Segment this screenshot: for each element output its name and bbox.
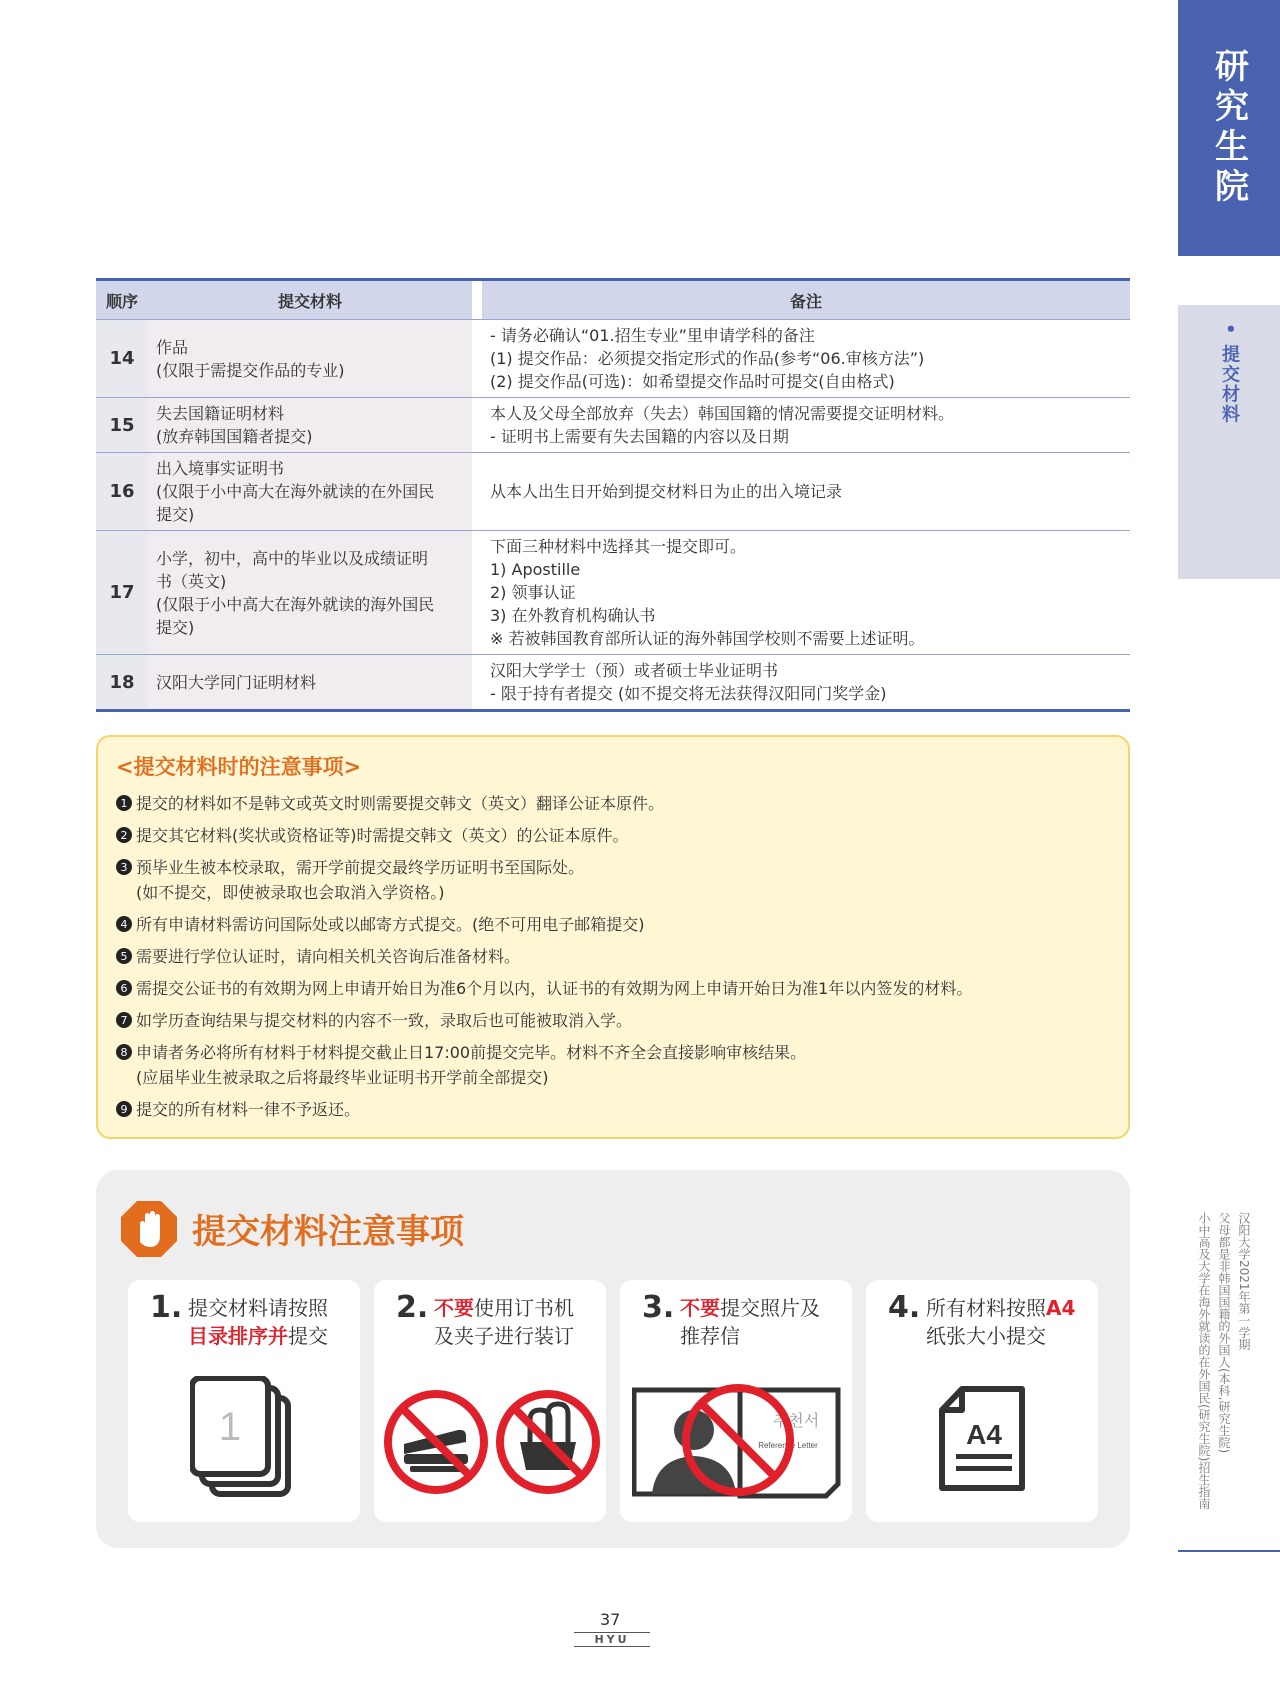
card-number: 1.: [150, 1290, 183, 1325]
card-text: [434, 1294, 574, 1350]
row-number: 14: [96, 320, 148, 398]
side-footer-divider: [1178, 1550, 1280, 1552]
caution-number: 7: [116, 1012, 132, 1028]
card-number: 2.: [396, 1290, 429, 1325]
stop-hand-icon: [120, 1200, 178, 1258]
subsection-tab-submit-materials[interactable]: [1178, 305, 1280, 579]
card-line2: 提交: [288, 1324, 328, 1348]
row-note: 汉阳大学学士（预）或者硕士毕业证明书 - 限于持有者提交 (如不提交将无法获得汉阳同门奖学金): [490, 661, 887, 703]
row-note: 从本人出生日开始到提交材料日为止的出入境记录: [490, 482, 843, 501]
list-item: [116, 791, 1110, 816]
row-number: 15: [96, 398, 148, 453]
section-tab-graduate-school[interactable]: [1178, 0, 1280, 256]
row-number: 18: [96, 655, 148, 712]
row-note: - 请务必确认“01.招生专业”里申请学科的备注 (1) 提交作品：必须提交指定形式的作品(参考“06.审核方法”) (2) 提交作品(可选)：如希望提交作品时可提交(自由格式): [490, 326, 925, 391]
caution-text: 所有申请材料需访问国际处或以邮寄方式提交。(绝不可用电子邮箱提交): [136, 915, 645, 934]
row-material: 小学，初中，高中的毕业以及成绩证明 书（英文) (仅限于小中高大在海外就读的海外国民 提交): [156, 548, 435, 637]
card-text: [926, 1294, 1075, 1350]
caution-text: 需要进行学位认证时，请向相关机关咨询后准备材料。: [136, 947, 521, 966]
row-number: 17: [96, 531, 148, 655]
list-item: [116, 855, 1110, 905]
notice-panel: [96, 1170, 1130, 1548]
list-item: [116, 944, 1110, 969]
row-number: 16: [96, 453, 148, 531]
caution-number: 6: [116, 980, 132, 996]
caution-number: 9: [116, 1101, 132, 1117]
caution-text: 如学历查询结果与提交材料的内容不一致，录取后也可能被取消入学。: [136, 1011, 633, 1030]
notice-card-a4: [866, 1280, 1098, 1522]
row-note: 下面三种材料中选择其一提交即可。 1) Apostille 2) 领事认证 3) 在外教育机构确认书 ※ 若被韩国教育部所认证的海外韩国学校则不需要上述证明。: [490, 537, 925, 648]
caution-number: 8: [116, 1044, 132, 1060]
card-line1-highlight: 不要: [434, 1296, 474, 1320]
card-line1-highlight: 不要: [680, 1296, 720, 1320]
caution-number: 5: [116, 948, 132, 964]
caution-list: [116, 791, 1110, 1122]
a4-label: A4: [966, 1419, 1002, 1450]
card-line2-highlight: 目录排序并: [188, 1324, 288, 1348]
table-row: [96, 320, 1130, 398]
letter-title-ko: 추천서: [772, 1411, 820, 1430]
page-number-label: 1: [218, 1405, 242, 1449]
list-item: [116, 912, 1110, 937]
header-order: 顺序: [96, 278, 148, 320]
card-line1: 使用订书机: [474, 1296, 574, 1320]
subsection-tab-label: • 提交材料: [1219, 323, 1240, 425]
list-item: [116, 823, 1110, 848]
table-row: [96, 655, 1130, 712]
hyu-logo: HYU: [574, 1632, 650, 1647]
card-text: [680, 1294, 820, 1350]
a4-document-icon: [938, 1386, 1026, 1492]
notice-card-order: [128, 1280, 360, 1522]
row-material: 汉阳大学同门证明材料: [156, 672, 317, 692]
side-footer-guide-title: [1192, 1212, 1252, 1542]
notice-card-no-photo: [620, 1280, 852, 1522]
caution-text: 需提交公证书的有效期为网上申请开始日为准6个月以内，认证书的有效期为网上申请开始日为准1年以内签发的材料。: [136, 979, 973, 998]
caution-text: 预毕业生被本校录取，需开学前提交最终学历证明书至国际处。 (如不提交，即使被录取也会取消入学资格。): [136, 858, 585, 902]
list-item: [116, 1097, 1110, 1122]
card-line1: 提交材料请按照: [188, 1296, 328, 1320]
card-line1: 所有材料按照: [926, 1296, 1046, 1320]
table-row: [96, 398, 1130, 453]
row-material: 失去国籍证明材料 (放弃韩国国籍者提交): [156, 404, 313, 446]
caution-text: 申请者务必将所有材料于材料提交截止日17:00前提交完毕。材料不齐全会直接影响审核结果。 (应届毕业生被录取之后将最终毕业证明书开学前全部提交): [136, 1043, 807, 1087]
section-tab-label: 研究生院: [1208, 48, 1249, 208]
row-material: 作品 (仅限于需提交作品的专业): [156, 337, 345, 380]
table-row: [96, 453, 1130, 531]
caution-number: 1: [116, 795, 132, 811]
list-item: [116, 1040, 1110, 1090]
caution-text: 提交其它材料(奖状或资格证等)时需提交韩文（英文）的公证本原件。: [136, 826, 629, 845]
caution-number: 4: [116, 916, 132, 932]
caution-box: [96, 735, 1130, 1139]
materials-table: [96, 278, 1130, 712]
caution-text: 提交的材料如不是韩文或英文时则需要提交韩文（英文）翻译公证本原件。: [136, 794, 665, 813]
header-material: 提交材料: [148, 278, 472, 320]
table-row: [96, 531, 1130, 655]
list-item: [116, 1008, 1110, 1033]
side-footer-line3: 小中高及大学在海外就读的在外国民(研究生院)招生指南: [1197, 1212, 1211, 1510]
caution-title: <提交材料时的注意事项>: [116, 755, 362, 779]
list-item: [116, 976, 1110, 1001]
card-line1: 提交照片及: [720, 1296, 820, 1320]
card-line2: 推荐信: [680, 1324, 740, 1348]
card-line2: 及夹子进行装订: [434, 1324, 574, 1348]
card-line2: 纸张大小提交: [926, 1324, 1046, 1348]
card-number: 3.: [642, 1290, 675, 1325]
caution-number: 3: [116, 859, 132, 875]
card-text: [188, 1294, 328, 1350]
page-number: 37: [600, 1610, 621, 1629]
caution-text: 提交的所有材料一律不予返还。: [136, 1100, 361, 1119]
side-footer-line2: 父母都是非韩国国籍的外国人(本科,研究生院): [1217, 1212, 1231, 1454]
notice-title: 提交材料注意事项: [192, 1212, 464, 1252]
row-note: 本人及父母全部放弃（失去）韩国国籍的情况需要提交证明材料。 - 证明书上需要有失去国籍的内容以及日期: [490, 404, 955, 446]
card-number: 4.: [888, 1290, 921, 1325]
table-header-row: [96, 278, 1130, 320]
stacked-pages-icon: [190, 1376, 300, 1500]
notice-card-no-stapler: [374, 1280, 606, 1522]
caution-number: 2: [116, 827, 132, 843]
letter-title-en: Reference Letter: [758, 1441, 818, 1450]
row-material: 出入境事实证明书 (仅限于小中高大在海外就读的在外国民 提交): [156, 459, 435, 524]
card-line1-highlight: A4: [1046, 1296, 1076, 1320]
header-note: 备注: [482, 278, 1130, 320]
no-photo-letter-icon: [632, 1376, 844, 1500]
no-stapler-clip-icon: [380, 1384, 600, 1494]
side-footer-line1: 汉阳大学2021年第一学期: [1237, 1212, 1251, 1351]
